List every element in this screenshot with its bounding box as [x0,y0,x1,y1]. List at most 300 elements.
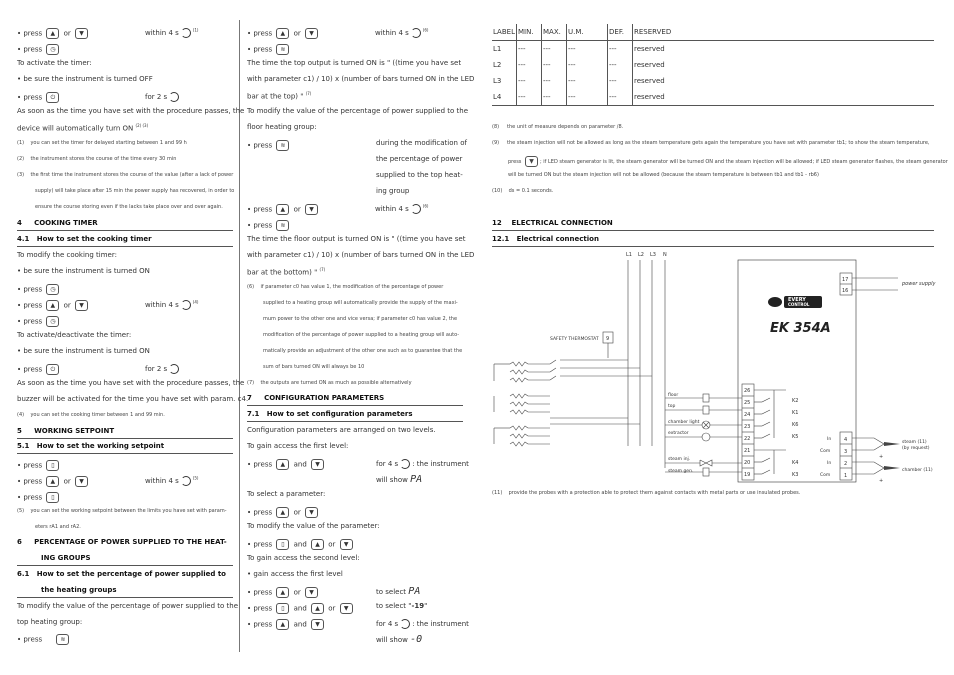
load-label: steam gen. [668,469,694,474]
relay-label: K5 [792,434,799,440]
load-label: top [668,404,676,409]
divider [17,230,233,231]
text: for 2 s [145,93,168,101]
text: floor heating group: [247,123,317,131]
text: • press [17,493,43,502]
text: • press [247,29,273,38]
heater-group [494,394,550,414]
select-group [376,587,420,597]
note-num: (1) [17,140,25,146]
heading-num: 4.1 [17,235,30,243]
table-header-cell: U.M. [567,24,608,41]
display-code: PA [410,474,423,485]
terminal-label: 25 [744,400,751,406]
footnote-ref: (2) (3) [135,123,149,128]
chamber-probe-icon [884,466,900,470]
terminal-label: 16 [842,288,849,294]
table-cell: --- [608,41,633,58]
load-label: extractor [668,431,689,436]
divider [17,565,233,566]
text: : the instrument [412,620,469,628]
divider [17,597,233,598]
heat-button-icon: ≋ [276,44,289,55]
section-heading: COOKING TIMER [34,219,98,227]
heading-num: 12 [492,219,502,227]
onoff-button-icon: ⏻ [46,364,59,375]
fan-icon [702,433,710,441]
up-button-icon: ▲ [46,476,59,487]
divider [17,438,233,439]
table-cell: reserved [633,41,935,58]
up-button-icon: ▲ [276,587,289,598]
text: • press [17,365,43,374]
subsection-heading: How to set the working setpoint [36,442,165,450]
text: • be sure the instrument is turned ON [17,347,150,355]
relay-label: K6 [792,422,799,428]
footnote-ref: (5) [192,475,199,481]
table-cell: --- [517,89,542,106]
display-code: PA [408,586,421,597]
divider [247,405,463,406]
subsection-heading: Electrical connection [516,235,599,243]
within-group [375,204,428,214]
down-button-icon: ▼ [75,476,88,487]
text: To modify the cooking timer: [17,251,117,259]
load-label: floor [668,393,679,398]
text: • press [17,45,43,54]
wiring-diagram [490,246,946,486]
setpoint-button-icon: ▯ [276,603,289,614]
terminal-label: 9 [606,336,610,342]
for-group [376,459,469,469]
note-text: the outputs are turned ON as much as possible alternatively [260,380,412,386]
clock-icon [411,28,421,38]
heading-num: 6 [17,538,22,546]
text: • press [247,604,273,613]
heat-button-icon: ≋ [276,220,289,231]
down-button-icon: ▼ [305,587,318,598]
relay-contacts [754,390,786,474]
heading-num: 4 [17,219,22,227]
steam-probe-icon [884,442,900,446]
parameter-table [492,24,934,106]
text: : the instrument [412,460,469,468]
within-group [145,28,198,38]
note-text: the first time the instrument stores the course of the value (after a lack of power [30,172,234,178]
note-text: ; if LED steam generator is lit, the steam generator will be turned ON and the steam injection will be allowed; if LED steam generator flashes, the steam generator [540,159,948,165]
table-header-cell: DEF. [608,24,633,41]
text: with parameter c1) / 10) x (number of bars turned ON in the LED [247,251,475,259]
note-text: will be turned ON but the steam injection will not be allowed (because the steam temperature is between tb1 and tb1 - rb6) [508,172,819,178]
load-label: steam inj. [668,457,691,462]
up-button-icon: ▲ [276,28,289,39]
text: " [424,602,428,610]
text: supplied to the top heat- [376,171,463,179]
divider [17,453,233,454]
note-text: ensure the course storing even if the lacks take place over and over again. [35,204,223,210]
plus-sign: + [879,454,884,460]
text: To modify the value of the percentage of power supplied to the [247,107,469,115]
text: and [293,460,307,469]
terminal-dividers [742,396,754,468]
text: and [293,604,307,613]
up-button-icon: ▲ [46,28,59,39]
down-button-icon: ▼ [525,156,538,167]
table-cell: L2 [493,60,502,69]
setpoint-button-icon: ▯ [276,539,289,550]
up-button-icon: ▲ [311,539,324,550]
within-group [145,300,198,310]
text: • press [17,301,43,310]
text: • press [17,477,43,486]
table-cell: --- [567,57,608,73]
generator-icon [703,468,709,476]
note-num: (2) [17,156,25,162]
subsection-heading-cont: the heating groups [41,586,117,594]
terminal-label: 17 [842,277,849,283]
note-num: (3) [17,172,25,178]
text: within 4 s [145,477,179,485]
down-button-icon: ▼ [75,28,88,39]
text: or [293,508,301,517]
down-button-icon: ▼ [311,619,324,630]
table-cell: L1 [493,44,502,53]
setpoint-button-icon: ▯ [46,460,59,471]
footnote-ref: (7) [305,91,312,96]
terminal-label: 4 [844,437,848,443]
table-cell: reserved [633,57,935,73]
heater-group [494,426,550,446]
subsection-heading: How to set the percentage of power supplied to [36,570,226,578]
table-cell: --- [517,57,542,73]
divider [492,230,934,231]
up-button-icon: ▲ [311,603,324,614]
clock-icon [181,300,191,310]
note-text: press [508,159,522,165]
text: • press [247,45,273,54]
text: to select " [376,602,412,610]
table-header-cell: LABEL [492,24,517,41]
heat-button-icon: ≋ [56,634,69,645]
text: • press [17,93,43,102]
controller-box [738,260,856,482]
within-group [375,28,428,38]
section-heading: ELECTRICAL CONNECTION [511,219,613,227]
note-num: (5) [17,508,25,514]
coil-icon [703,394,709,402]
text: for 4 s [376,620,399,628]
text: will show [376,636,408,644]
relay-label: K1 [792,410,799,416]
note-text: supplied to a heating group will automatically provide the supply of the maxi- [263,300,458,306]
text: within 4 s [375,205,409,213]
text: within 4 s [145,29,179,37]
line-label: L3 [650,252,656,258]
brand-name: EVERY [788,297,806,303]
table-cell: reserved [633,73,935,89]
table-cell: --- [517,73,542,89]
note-text: you can set the cooking timer between 1 and 99 min. [30,412,165,418]
text: To select a parameter: [247,490,326,498]
terminal-label: 1 [844,473,848,479]
heater-group [494,360,556,382]
text: or [63,301,71,310]
timer-button-icon: ◷ [46,284,59,295]
probe-wire [852,468,884,474]
text: bar at the bottom) " [247,268,318,277]
relay-label: K4 [792,460,799,466]
terminal-label: 21 [744,448,751,454]
text: • press [17,285,43,294]
model-name: EK 354A [770,321,831,336]
up-button-icon: ▲ [276,619,289,630]
table-row [492,73,934,89]
text: during the modification of [376,139,467,147]
note-text: you can set the timer for delayed starting between 1 and 99 h [30,140,187,146]
text: for 4 s [376,460,399,468]
note-num: (10) [492,188,503,194]
down-button-icon: ▼ [340,539,353,550]
text: ing group [376,187,410,195]
clock-icon [400,619,410,629]
section-heading-cont: ING GROUPS [41,554,91,562]
timer-button-icon: ◷ [46,44,59,55]
up-button-icon: ▲ [276,459,289,470]
subsection-heading: How to set the cooking timer [36,235,152,243]
probe-wire [852,438,884,444]
note-text: the instrument stores the course of the time every 30 min [30,156,177,162]
table-cell: --- [542,57,567,73]
line-label: L1 [626,252,632,258]
note-text: sum of bars turned ON will always be 10 [263,364,365,370]
brand-name: CONTROL [788,302,810,307]
text: or [293,588,301,597]
select-group [376,603,427,610]
probe-label: chamber (11) [902,468,933,473]
text: • press [17,29,43,38]
heading-num: 12.1 [492,235,510,243]
heading-num: 7 [247,394,252,402]
subsection-heading: How to set configuration parameters [266,410,413,418]
clock-icon [400,459,410,469]
text: or [63,29,71,38]
text: or [293,205,301,214]
table-cell: --- [567,73,608,89]
table-cell: --- [608,57,633,73]
line-label: N [663,252,667,258]
note-text: you can set the working setpoint between the limits you have set with param- [30,508,227,514]
setpoint-button-icon: ▯ [46,492,59,503]
text: • press [17,635,43,644]
probe-wire [852,462,884,468]
footnote-ref: (6) [422,27,429,33]
table-cell: --- [567,41,608,58]
terminal-label: 19 [744,472,751,478]
for-group [145,92,181,102]
terminal-label: 3 [844,449,848,455]
text: for 2 s [145,365,168,373]
clock-icon [411,204,421,214]
text: bar at the top) " [247,92,304,101]
down-button-icon: ▼ [311,459,324,470]
table-cell: --- [517,41,542,58]
table-cell: reserved [633,89,935,106]
terminal-label: 22 [744,436,751,442]
note-num: (6) [247,284,255,290]
section-heading: CONFIGURATION PARAMETERS [264,394,385,402]
relay-label: K2 [792,398,799,404]
table-row [492,57,934,73]
up-button-icon: ▲ [46,300,59,311]
note-text: the steam injection will not be allowed as long as the steam temperature gets again the temperature you have set with parameter tb1; to show the steam temperature, [507,140,930,146]
note-text: ds = 0.1 seconds. [508,188,554,194]
down-button-icon: ▼ [305,507,318,518]
text: • press [247,540,273,549]
text: • be sure the instrument is turned OFF [17,75,153,83]
terminal-label: 24 [744,412,751,418]
clock-icon [181,476,191,486]
probe-label: steam (11) [902,440,927,445]
terminal-label: 23 [744,424,751,430]
table-cell: --- [542,41,567,58]
table-row [492,89,934,106]
text: • press [247,221,273,230]
text: • press [17,461,43,470]
valve-icon [700,460,712,466]
text: • press [247,205,273,214]
note-num: (4) [17,412,25,418]
text: • press [247,141,273,150]
note-text: supply) will take place after 15 min the power supply has recovered, in order to [35,188,235,194]
note-num: (11) [492,490,503,496]
thermostat-label: SAFETY THERMOSTAT [550,337,599,342]
table-header-cell: MIN. [517,24,542,41]
text: or [328,604,336,613]
section-heading: PERCENTAGE OF POWER SUPPLIED TO THE HEAT- [34,538,227,546]
note-text: provide the probes with a protection able to protect them against contacts with metal parts or use insulated probes. [508,490,801,496]
terminal-label: 2 [844,461,848,467]
text: • gain access the first level [247,570,343,578]
display-code: -0 [410,634,423,645]
text: within 4 s [145,301,179,309]
table-cell: --- [608,89,633,106]
note-text: matically provide an adjustment of the other one such as to guarantee that the [263,348,463,354]
input-label: In [827,461,832,466]
text: To gain access the second level: [247,554,360,562]
terminal-label: 26 [744,388,751,394]
text: and [293,540,307,549]
text: • be sure the instrument is turned ON [17,267,150,275]
note-num: (8) [492,124,500,130]
text: The time the top output is turned ON is " ((time you have set [247,59,462,67]
text: To activate the timer: [17,59,92,67]
probe-label: (by request) [902,446,930,451]
load-label: chamber light [668,420,700,425]
text: will show [376,476,408,484]
for-group [145,364,181,374]
clock-icon [169,364,179,374]
table-cell: --- [567,89,608,106]
text: or [328,540,336,549]
up-button-icon: ▲ [276,507,289,518]
down-button-icon: ▼ [305,204,318,215]
text: As soon as the time you have set with the procedure passes, the [17,107,245,115]
footnote-ref: (7) [319,267,326,272]
table-cell: L3 [493,76,502,85]
text: buzzer will be activated for the time you have set with param. c4. [17,395,249,403]
table-header-row [492,24,934,41]
text: top heating group: [17,618,83,626]
note-text: mum power to the other one and vice versa; if parameter c0 has value 2, the [263,316,458,322]
down-button-icon: ▼ [340,603,353,614]
line-label: L2 [638,252,644,258]
password-value: -19 [411,602,425,610]
up-button-icon: ▲ [276,204,289,215]
note-text: modification of the percentage of power supplied to a heating group will auto- [263,332,460,338]
onoff-button-icon: ⏻ [46,92,59,103]
note-text: the unit of measure depends on parameter /8. [507,124,624,130]
clock-icon [169,92,179,102]
text: • press [247,620,273,629]
note-text: eters rA1 and rA2. [35,524,81,530]
table-row [492,41,934,58]
text: within 4 s [375,29,409,37]
relay-label: K3 [792,472,799,478]
divider [17,246,233,247]
note-num: (9) [492,140,500,146]
text: to select [376,588,407,596]
footnote-ref: (1) [192,27,199,33]
brand-logo-icon [768,297,782,307]
text: • press [247,460,273,469]
heading-num: 5.1 [17,442,30,450]
footnote-ref: (6) [422,203,429,209]
text: the percentage of power [376,155,463,163]
within-group [145,476,198,486]
plus-sign: + [879,478,884,484]
input-label: Com [820,449,831,454]
text: • press [247,588,273,597]
text: • press [247,508,273,517]
note-text: if parameter c0 has value 1, the modification of the percentage of power [260,284,444,290]
divider [247,421,463,422]
terminal-label: 20 [744,460,751,466]
table-cell: --- [542,73,567,89]
for-group [376,619,469,629]
text: To gain access the first level: [247,442,349,450]
probe-wire [852,444,884,450]
clock-icon [181,28,191,38]
text: or [63,477,71,486]
section-heading: WORKING SETPOINT [34,427,115,435]
table-header-cell: MAX. [542,24,567,41]
table-cell: L4 [492,89,517,106]
heat-button-icon: ≋ [276,140,289,151]
down-button-icon: ▼ [75,300,88,311]
note-num: (7) [247,380,255,386]
input-label: Com [820,473,831,478]
text: • press [17,317,43,326]
text: As soon as the time you have set with the procedure passes, the [17,379,245,387]
text: or [293,29,301,38]
text: The time the floor output is turned ON is " ((time you have set [247,235,466,243]
down-button-icon: ▼ [305,28,318,39]
heading-num: 5 [17,427,22,435]
text: and [293,620,307,629]
coil-icon [703,406,709,414]
table-cell: --- [542,89,567,106]
timer-button-icon: ◷ [46,316,59,327]
